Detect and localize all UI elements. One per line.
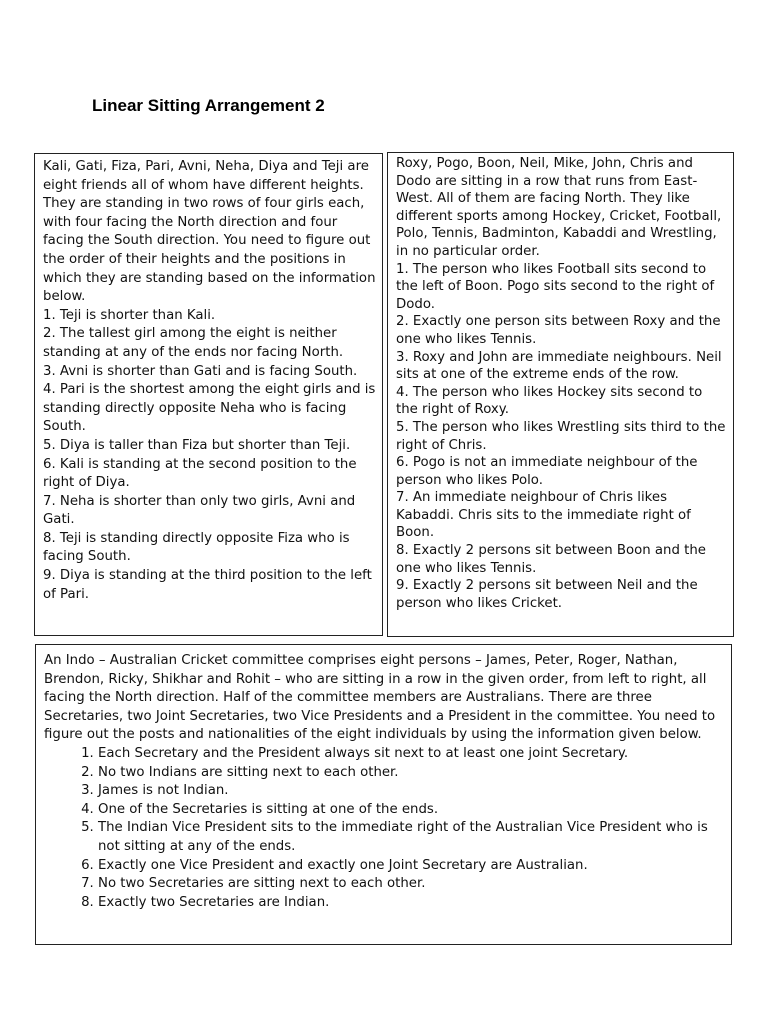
right-clue: 6. Pogo is not an immediate neighbour of the person who likes Polo. <box>396 455 698 488</box>
left-clue: 1. Teji is shorter than Kali. <box>43 307 216 323</box>
bottom-clue: 4. One of the Secretaries is sitting at one of the ends. <box>98 801 723 820</box>
bottom-puzzle-intro: An Indo – Australian Cricket committee comprises eight persons – James, Peter, Roger, Nathan, Brendon, Ricky, Shikhar and Rohit – who are sitting in a row in the given order, from left to right, all facing the North direction. Half of the committee members are Australians. There are three Secretaries, two Joint Secretaries, two Vice Presidents and a President in the committee. You need to figure out the posts and nationalities of the eight individuals by using the information given below. <box>44 653 716 743</box>
right-clue: 4. The person who likes Hockey sits second to the right of Roxy. <box>396 384 703 418</box>
right-puzzle-intro: Roxy, Pogo, Boon, Neil, Mike, John, Chris and Dodo are sitting in a row that runs from East-West. All of them are facing North. They like different sports among Hockey, Cricket, Football, Polo, Tennis, Badminton, Kabaddi and Wrestling, in no particular order. <box>396 156 722 259</box>
left-clue: 2. The tallest girl among the eight is neither standing at any of the ends nor facing North. <box>43 326 344 360</box>
bottom-clue: 1. Each Secretary and the President always sit next to at least one joint Secretary. <box>98 745 723 764</box>
right-clue: 8. Exactly 2 persons sit between Boon and the one who likes Tennis. <box>396 543 706 576</box>
bottom-clue: 5. The Indian Vice President sits to the immediate right of the Australian Vice President who is not sitting at any of the ends. <box>98 819 723 856</box>
left-clue: 9. Diya is standing at the third position to the left of Pari. <box>43 568 372 602</box>
bottom-clue: 2. No two Indians are sitting next to each other. <box>98 764 723 783</box>
bottom-clue: 7. No two Secretaries are sitting next to each other. <box>98 875 723 894</box>
left-clue: 8. Teji is standing directly opposite Fiza who is facing South. <box>43 530 350 565</box>
left-clue: 3. Avni is shorter than Gati and is facing South. <box>43 363 358 379</box>
bottom-clue-list <box>44 745 723 912</box>
bottom-clue: 3. James is not Indian. <box>98 782 723 801</box>
bottom-puzzle-box <box>35 644 732 945</box>
right-clue: 9. Exactly 2 persons sit between Neil and the person who likes Cricket. <box>396 578 698 611</box>
right-clue: 5. The person who likes Wrestling sits third to the right of Chris. <box>396 419 726 453</box>
left-puzzle-box <box>34 153 383 636</box>
left-clue: 6. Kali is standing at the second position to the right of Diya. <box>43 456 357 491</box>
left-clue: 7. Neha is shorter than only two girls, Avni and Gati. <box>43 493 356 528</box>
right-clue: 2. Exactly one person sits between Roxy and the one who likes Tennis. <box>396 314 721 347</box>
bottom-clue: 6. Exactly one Vice President and exactly one Joint Secretary are Australian. <box>98 857 723 876</box>
left-clue: 4. Pari is the shortest among the eight girls and is standing directly opposite Neha who is facing South. <box>43 382 376 435</box>
bottom-clue: 8. Exactly two Secretaries are Indian. <box>98 894 723 913</box>
left-puzzle-intro: Kali, Gati, Fiza, Pari, Avni, Neha, Diya and Teji are eight friends all of whom have different heights. They are standing in two rows of four girls each, with four facing the North direction and four facing the South direction. You need to figure out the order of their heights and the positions in which they are standing based on the information below. <box>43 159 376 305</box>
left-clue: 5. Diya is taller than Fiza but shorter than Teji. <box>43 437 351 453</box>
right-puzzle-box <box>387 152 734 637</box>
page-title: Linear Sitting Arrangement 2 <box>92 96 325 115</box>
right-clue: 7. An immediate neighbour of Chris likes Kabaddi. Chris sits to the immediate right of Boon. <box>396 490 691 541</box>
right-clue: 3. Roxy and John are immediate neighbours. Neil sits at one of the extreme ends of the row. <box>396 349 722 383</box>
right-clue: 1. The person who likes Football sits second to the left of Boon. Pogo sits second to the right of Dodo. <box>396 261 715 312</box>
